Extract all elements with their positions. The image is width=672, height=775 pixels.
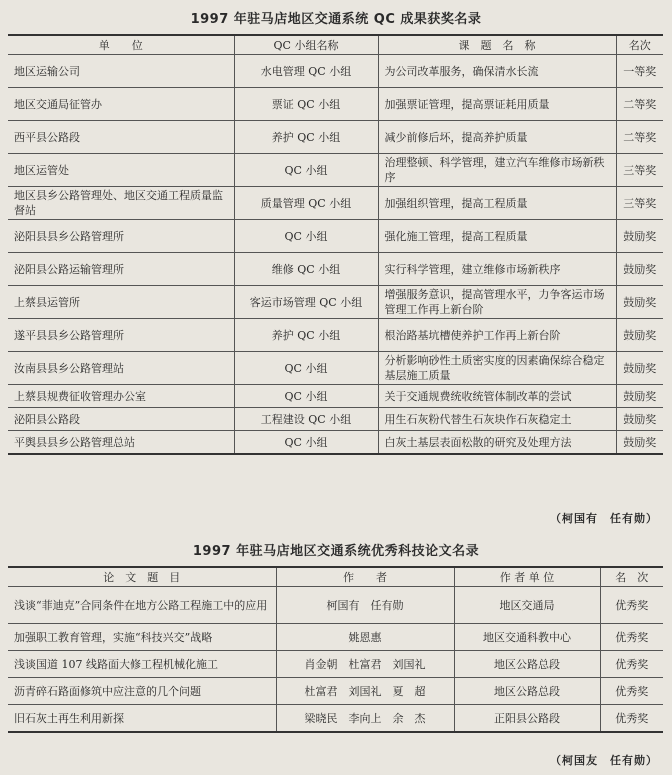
qc-awards-table [8, 34, 663, 455]
table-header-row [8, 35, 663, 55]
table-row [8, 187, 663, 220]
table-cell: 水电管理 QC 小组 [234, 55, 378, 88]
header-qc-group: QC 小组名称 [234, 35, 378, 55]
table-cell: 一等奖 [616, 55, 663, 88]
table-cell: 梁晓民 李向上 余 杰 [276, 705, 454, 733]
table-cell: 增强服务意识，提高管理水平，力争客运市场管理工作再上新台阶 [378, 286, 616, 319]
table-row [8, 408, 663, 431]
table-row [8, 121, 663, 154]
header-rank: 名 次 [600, 567, 663, 587]
table-cell: 浅谈国道 107 线路面大修工程机械化施工 [8, 651, 276, 678]
table-cell: 二等奖 [616, 88, 663, 121]
table-row [8, 154, 663, 187]
papers-table [8, 566, 663, 733]
table-cell: 西平县公路段 [8, 121, 234, 154]
papers-title: 1997 年驻马店地区交通系统优秀科技论文名录 [192, 544, 480, 559]
table-cell: QC 小组 [234, 220, 378, 253]
table-cell: 上蔡县运管所 [8, 286, 234, 319]
table-cell: 泌阳县公路段 [8, 408, 234, 431]
table-cell: 分析影响砂性土质密实度的因素确保综合稳定基层施工质量 [378, 352, 616, 385]
table-cell: 质量管理 QC 小组 [234, 187, 378, 220]
table-row [8, 624, 663, 651]
table-row [8, 319, 663, 352]
table-row [8, 253, 663, 286]
table-cell: 优秀奖 [600, 678, 663, 705]
table-cell: 工程建设 QC 小组 [234, 408, 378, 431]
table-cell: 养护 QC 小组 [234, 319, 378, 352]
table-cell: 客运市场管理 QC 小组 [234, 286, 378, 319]
table-row [8, 651, 663, 678]
header-unit: 单 位 [8, 35, 234, 55]
table-cell: 正阳县公路段 [454, 705, 600, 733]
table-cell: 地区运输公司 [8, 55, 234, 88]
table-row [8, 55, 663, 88]
table-cell: 三等奖 [616, 187, 663, 220]
table-cell: 旧石灰土再生利用新探 [8, 705, 276, 733]
table-cell: 杜富君 刘国礼 夏 超 [276, 678, 454, 705]
table-cell: 地区公路总段 [454, 651, 600, 678]
table-cell: 优秀奖 [600, 624, 663, 651]
table-cell: 强化施工管理，提高工程质量 [378, 220, 616, 253]
qc-awards-credit: （柯国有 任有勋） [550, 512, 658, 525]
table-cell: 治理整顿、科学管理，建立汽车维修市场新秩序 [378, 154, 616, 187]
table-header-row [8, 567, 663, 587]
table-row [8, 705, 663, 733]
table-cell: 地区公路总段 [454, 678, 600, 705]
table-row [8, 286, 663, 319]
table-cell: 二等奖 [616, 121, 663, 154]
table-cell: 地区交通科教中心 [454, 624, 600, 651]
table-cell: 姚恩惠 [276, 624, 454, 651]
table-cell: 地区交通局 [454, 587, 600, 624]
table-cell: 鼓励奖 [616, 408, 663, 431]
table-cell: 汝南县县乡公路管理站 [8, 352, 234, 385]
table-cell: 遂平县县乡公路管理所 [8, 319, 234, 352]
table-cell: QC 小组 [234, 352, 378, 385]
table-cell: 票证 QC 小组 [234, 88, 378, 121]
table-cell: 加强组织管理，提高工程质量 [378, 187, 616, 220]
table-cell: 为公司改革服务，确保清水长流 [378, 55, 616, 88]
table-cell: 地区县乡公路管理处、地区交通工程质量监督站 [8, 187, 234, 220]
table-cell: 鼓励奖 [616, 319, 663, 352]
header-rank: 名次 [616, 35, 663, 55]
table-cell: 根治路基坑槽使养护工作再上新台阶 [378, 319, 616, 352]
table-cell: 地区运管处 [8, 154, 234, 187]
table-cell: 实行科学管理，建立维修市场新秩序 [378, 253, 616, 286]
table-cell: 优秀奖 [600, 587, 663, 624]
table-cell: 鼓励奖 [616, 431, 663, 455]
table-row [8, 352, 663, 385]
papers-credit: （柯国友 任有勋） [550, 754, 658, 767]
table-row [8, 88, 663, 121]
table-cell: 三等奖 [616, 154, 663, 187]
table-cell: 优秀奖 [600, 705, 663, 733]
table-cell: 泌阳县县乡公路管理所 [8, 220, 234, 253]
table-row [8, 678, 663, 705]
table-cell: 鼓励奖 [616, 253, 663, 286]
table-cell: 泌阳县公路运输管理所 [8, 253, 234, 286]
table-cell: 鼓励奖 [616, 286, 663, 319]
table-cell: 关于交通规费统收统管体制改革的尝试 [378, 385, 616, 408]
table-cell: 养护 QC 小组 [234, 121, 378, 154]
table-cell: 鼓励奖 [616, 220, 663, 253]
header-paper-title: 论 文 题 目 [8, 567, 276, 587]
table-cell: 鼓励奖 [616, 352, 663, 385]
header-author-unit: 作 者 单 位 [454, 567, 600, 587]
table-cell: 加强职工教育管理，实施“科技兴交”战略 [8, 624, 276, 651]
table-cell: 柯国有 任有勋 [276, 587, 454, 624]
table-cell: 沥青碎石路面修筑中应注意的几个问题 [8, 678, 276, 705]
table-cell: 上蔡县规费征收管理办公室 [8, 385, 234, 408]
table-cell: QC 小组 [234, 431, 378, 455]
table-row [8, 220, 663, 253]
table-cell: 优秀奖 [600, 651, 663, 678]
table-cell: 减少前修后坏，提高养护质量 [378, 121, 616, 154]
table-cell: 浅谈“菲迪克”合同条件在地方公路工程施工中的应用 [8, 587, 276, 624]
table-cell: 平舆县县乡公路管理总站 [8, 431, 234, 455]
header-author: 作 者 [276, 567, 454, 587]
table-cell: 地区交通局征管办 [8, 88, 234, 121]
table-row [8, 587, 663, 624]
table-row [8, 385, 663, 408]
qc-awards-title: 1997 年驻马店地区交通系统 QC 成果获奖名录 [190, 12, 482, 27]
table-cell: 用生石灰粉代替生石灰块作石灰稳定土 [378, 408, 616, 431]
table-cell: 加强票证管理，提高票证耗用质量 [378, 88, 616, 121]
table-cell: 维修 QC 小组 [234, 253, 378, 286]
table-cell: 鼓励奖 [616, 385, 663, 408]
table-cell: QC 小组 [234, 385, 378, 408]
table-cell: 肖金朝 杜富君 刘国礼 [276, 651, 454, 678]
table-cell: QC 小组 [234, 154, 378, 187]
table-row [8, 431, 663, 455]
header-topic: 课 题 名 称 [378, 35, 616, 55]
table-cell: 白灰土基层表面松散的研究及处理方法 [378, 431, 616, 455]
